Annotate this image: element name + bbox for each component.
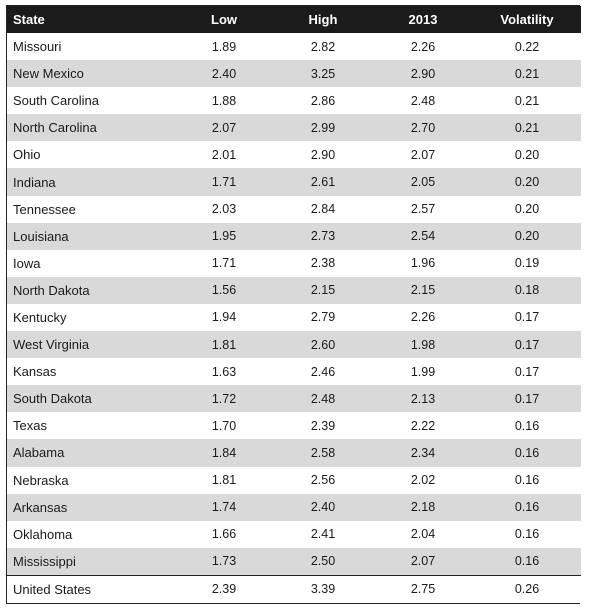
cell-low: 1.89 [175, 33, 273, 60]
cell-high: 2.79 [273, 304, 373, 331]
cell-high: 2.60 [273, 331, 373, 358]
cell-high: 2.48 [273, 385, 373, 412]
cell-high: 2.39 [273, 412, 373, 439]
cell-state: North Carolina [7, 114, 175, 141]
cell-2013: 1.98 [373, 331, 473, 358]
cell-low: 2.40 [175, 60, 273, 87]
cell-2013: 1.99 [373, 358, 473, 385]
table-row [7, 223, 581, 250]
table-body [7, 33, 581, 603]
cell-low: 1.66 [175, 521, 273, 548]
cell-2013: 2.05 [373, 168, 473, 195]
cell-low: 1.81 [175, 467, 273, 494]
table-row [7, 60, 581, 87]
table-row [7, 439, 581, 466]
cell-low: 1.73 [175, 548, 273, 576]
table-row [7, 141, 581, 168]
cell-high: 2.82 [273, 33, 373, 60]
cell-low: 1.63 [175, 358, 273, 385]
cell-high: 2.58 [273, 439, 373, 466]
cell-volatility: 0.16 [473, 494, 581, 521]
cell-high: 2.99 [273, 114, 373, 141]
cell-volatility: 0.21 [473, 60, 581, 87]
cell-high: 2.40 [273, 494, 373, 521]
cell-volatility: 0.17 [473, 358, 581, 385]
cell-volatility: 0.18 [473, 277, 581, 304]
cell-2013: 2.07 [373, 548, 473, 576]
cell-volatility: 0.16 [473, 439, 581, 466]
cell-low: 1.84 [175, 439, 273, 466]
cell-state: Alabama [7, 439, 175, 466]
cell-2013: 2.90 [373, 60, 473, 87]
table-row [7, 358, 581, 385]
cell-low: 1.71 [175, 168, 273, 195]
cell-2013: 2.15 [373, 277, 473, 304]
table-row [7, 494, 581, 521]
cell-volatility: 0.21 [473, 114, 581, 141]
header-volatility: Volatility [473, 6, 581, 33]
cell-high: 2.56 [273, 467, 373, 494]
cell-volatility: 0.20 [473, 223, 581, 250]
table-header-row [7, 6, 581, 33]
cell-state: Mississippi [7, 548, 175, 576]
table-row [7, 548, 581, 576]
table-row [7, 114, 581, 141]
cell-2013: 2.34 [373, 439, 473, 466]
cell-state: Missouri [7, 33, 175, 60]
cell-low: 1.88 [175, 87, 273, 114]
cell-volatility: 0.19 [473, 250, 581, 277]
cell-volatility: 0.20 [473, 141, 581, 168]
cell-state: Tennessee [7, 196, 175, 223]
cell-low: 2.07 [175, 114, 273, 141]
cell-volatility: 0.20 [473, 196, 581, 223]
cell-volatility: 0.16 [473, 467, 581, 494]
cell-volatility: 0.17 [473, 331, 581, 358]
cell-state: South Dakota [7, 385, 175, 412]
table-row [7, 412, 581, 439]
cell-state: Arkansas [7, 494, 175, 521]
cell-volatility: 0.16 [473, 412, 581, 439]
cell-high: 2.50 [273, 548, 373, 576]
table-row [7, 277, 581, 304]
header-high: High [273, 6, 373, 33]
cell-2013: 2.13 [373, 385, 473, 412]
header-2013: 2013 [373, 6, 473, 33]
cell-state: Indiana [7, 168, 175, 195]
cell-volatility: 0.17 [473, 304, 581, 331]
header-state: State [7, 6, 175, 33]
total-cell-2013: 2.75 [373, 575, 473, 603]
cell-2013: 2.26 [373, 304, 473, 331]
cell-high: 2.46 [273, 358, 373, 385]
header-low: Low [175, 6, 273, 33]
cell-low: 1.95 [175, 223, 273, 250]
total-cell-volatility: 0.26 [473, 575, 581, 603]
cell-volatility: 0.20 [473, 168, 581, 195]
cell-high: 2.90 [273, 141, 373, 168]
cell-state: Ohio [7, 141, 175, 168]
cell-low: 2.03 [175, 196, 273, 223]
cell-2013: 2.57 [373, 196, 473, 223]
cell-2013: 2.26 [373, 33, 473, 60]
table-row [7, 331, 581, 358]
cell-state: South Carolina [7, 87, 175, 114]
cell-high: 2.73 [273, 223, 373, 250]
table-row [7, 385, 581, 412]
cell-low: 1.56 [175, 277, 273, 304]
cell-high: 3.25 [273, 60, 373, 87]
cell-volatility: 0.16 [473, 521, 581, 548]
cell-low: 1.72 [175, 385, 273, 412]
table-row [7, 168, 581, 195]
cell-volatility: 0.17 [473, 385, 581, 412]
table-row [7, 250, 581, 277]
cell-volatility: 0.16 [473, 548, 581, 576]
total-cell-state: United States [7, 575, 175, 603]
total-cell-high: 3.39 [273, 575, 373, 603]
cell-state: Texas [7, 412, 175, 439]
cell-low: 1.94 [175, 304, 273, 331]
cell-low: 1.81 [175, 331, 273, 358]
cell-high: 2.84 [273, 196, 373, 223]
cell-low: 1.71 [175, 250, 273, 277]
cell-state: Kansas [7, 358, 175, 385]
cell-state: Louisiana [7, 223, 175, 250]
cell-state: Oklahoma [7, 521, 175, 548]
table-row [7, 87, 581, 114]
total-cell-low: 2.39 [175, 575, 273, 603]
cell-state: North Dakota [7, 277, 175, 304]
cell-2013: 2.70 [373, 114, 473, 141]
cell-2013: 2.04 [373, 521, 473, 548]
cell-low: 2.01 [175, 141, 273, 168]
volatility-table-container [6, 5, 580, 604]
cell-state: West Virginia [7, 331, 175, 358]
table-row [7, 196, 581, 223]
table-total-row [7, 575, 581, 603]
cell-volatility: 0.21 [473, 87, 581, 114]
cell-2013: 2.22 [373, 412, 473, 439]
table-row [7, 521, 581, 548]
cell-high: 2.61 [273, 168, 373, 195]
table-row [7, 467, 581, 494]
cell-2013: 2.02 [373, 467, 473, 494]
cell-high: 2.38 [273, 250, 373, 277]
table-row [7, 33, 581, 60]
cell-high: 2.15 [273, 277, 373, 304]
cell-state: Kentucky [7, 304, 175, 331]
cell-2013: 2.48 [373, 87, 473, 114]
cell-low: 1.74 [175, 494, 273, 521]
table-row [7, 304, 581, 331]
cell-2013: 2.07 [373, 141, 473, 168]
cell-high: 2.86 [273, 87, 373, 114]
state-volatility-table [7, 6, 581, 603]
cell-high: 2.41 [273, 521, 373, 548]
cell-state: New Mexico [7, 60, 175, 87]
cell-2013: 1.96 [373, 250, 473, 277]
cell-2013: 2.54 [373, 223, 473, 250]
cell-state: Nebraska [7, 467, 175, 494]
cell-state: Iowa [7, 250, 175, 277]
cell-volatility: 0.22 [473, 33, 581, 60]
cell-2013: 2.18 [373, 494, 473, 521]
cell-low: 1.70 [175, 412, 273, 439]
